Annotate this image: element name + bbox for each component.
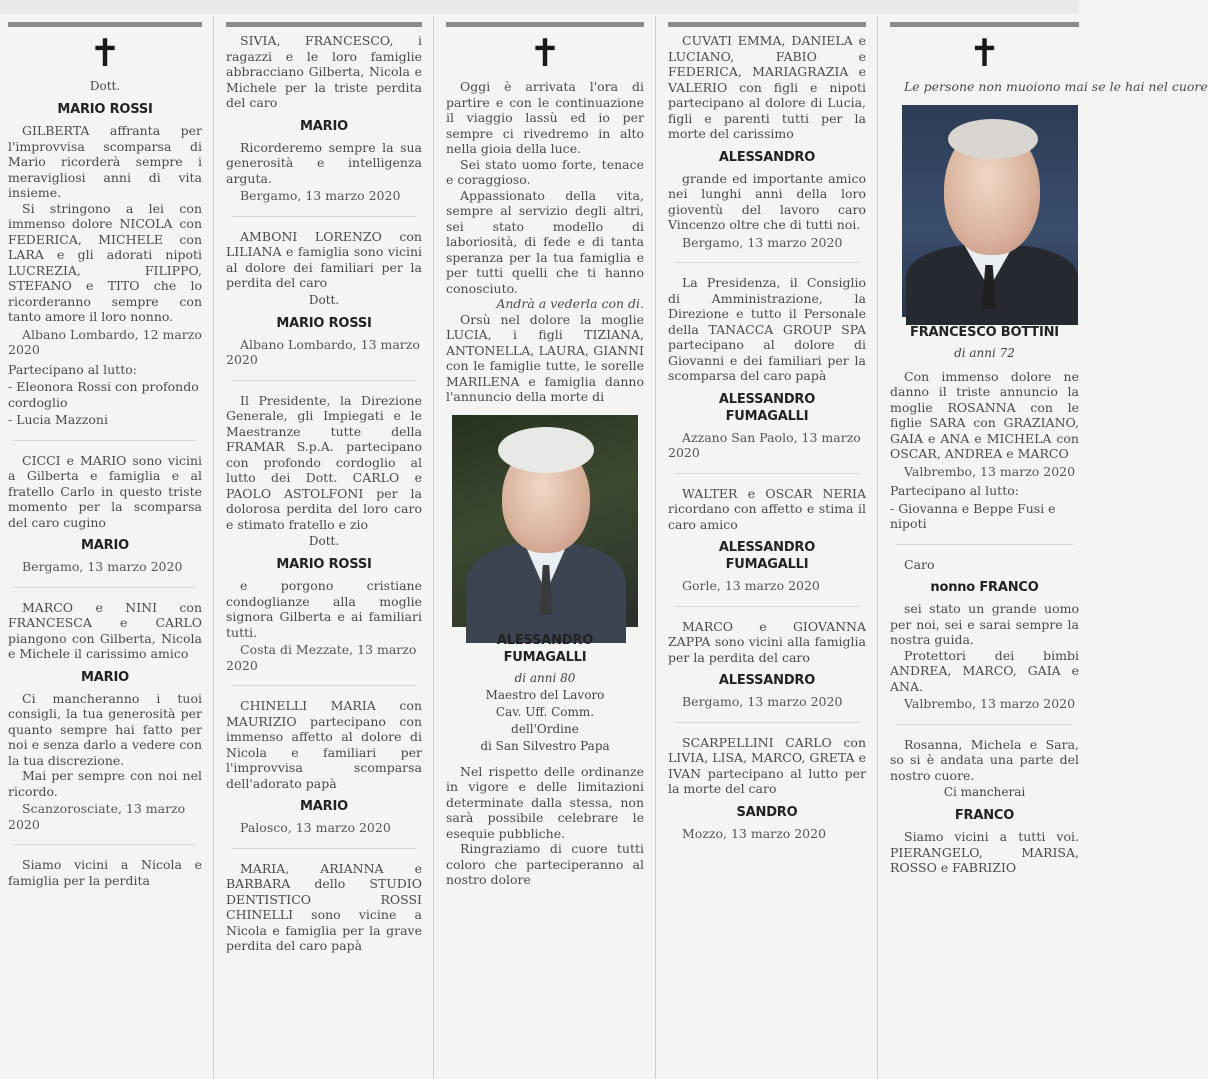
deceased-name: MARIO <box>300 799 348 814</box>
divider <box>14 844 196 845</box>
deceased-name: SANDRO <box>736 804 798 820</box>
condolence-text: CICCI e MARIO sono vicini a Gilberta e famiglia e al fratello Carlo in questo triste momento per la scomparsa del caro cugino <box>8 452 202 530</box>
deceased-age: di anni 72 <box>954 345 1015 360</box>
condolence-text: MARCO e GIOVANNA ZAPPA sono vicini alla famiglia per la perdita del caro <box>668 618 866 665</box>
deceased-surname: FUMAGALLI <box>503 649 587 665</box>
deceased-name: ALESSANDRO <box>496 632 594 648</box>
condolence-text: Il Presidente, la Direzione Generale, gli Impiegati e le Maestranze tutte della FRAMAR S.p.A. partecipano con profondo cordoglio al lutto dei Dott. CARLO e PAOLO ASTOLFONI per la dolorosa perdita del loro caro e stimato fratello e zio <box>226 392 422 532</box>
honor-title: dell'Ordine <box>511 721 579 736</box>
deceased-surname: FUMAGALLI <box>725 408 809 424</box>
obituary-text: Ringraziamo di cuore tutti coloro che parteciperanno al nostro dolore <box>446 841 644 887</box>
condolence-text: WALTER e OSCAR NERIA ricordano con affetto e stima il caro amico <box>668 485 866 532</box>
obituary-text: Orsù nel dolore la moglie LUCIA, i figli TIZIANA, ANTONELLA, LAURA, GIANNI con le famiglie tutte, le sorelle MARILENA e famiglia danno l'annuncio della morte di <box>446 311 644 404</box>
place-date: Bergamo, 13 marzo 2020 <box>682 694 843 709</box>
divider <box>674 473 860 474</box>
obituary-column-5 <box>882 16 1208 1079</box>
deceased-name: MARIO ROSSI <box>276 315 372 331</box>
place-date: Bergamo, 13 marzo 2020 <box>22 559 183 574</box>
condolence-text: Ci mancherai <box>943 785 1026 799</box>
divider <box>674 262 860 263</box>
condolence-text: e porgono cristiane condoglianze alla moglie signora Gilberta e ai familiari tutti. <box>226 578 422 640</box>
condolence-text: Ci mancheranno i tuoi consigli, la tua generosità per quanto sempre hai fatto per noi e senza darlo a vedere con la tua discrezione. <box>8 690 202 768</box>
participant-entry: - Giovanna e Beppe Fusi e nipoti <box>890 500 1056 531</box>
condolence-text: SIVIA, FRANCESCO, i ragazzi e le loro famiglie abbracciano Gilberta, Nicola e Michele per la triste perdita del caro <box>226 33 422 110</box>
place-date: Palosco, 13 marzo 2020 <box>240 820 391 835</box>
participant-entry: - Lucia Mazzoni <box>8 412 108 427</box>
column-rule <box>655 16 656 1079</box>
condolence-text: CUVATI EMMA, DANIELA e LUCIANO, FABIO e FEDERICA, MARIAGRAZIA e VALERIO con figli e nipoti partecipano al dolore di Lucia, figli e parenti tutti per la morte del carissimo <box>668 33 866 141</box>
divider <box>232 685 416 686</box>
deceased-surname: FUMAGALLI <box>725 557 809 572</box>
condolence-text: SCARPELLINI CARLO con LIVIA, LISA, MARCO, GRETA e IVAN partecipano al lutto per la morte del caro <box>668 734 866 796</box>
deceased-name: nonno FRANCO <box>930 580 1039 595</box>
condolence-text: Siamo vicini a tutti voi. PIERANGELO, MARISA, ROSSO e FABRIZIO <box>890 829 1079 875</box>
place-date: Albano Lombardo, 13 marzo 2020 <box>226 336 420 367</box>
place-date: Scanzorosciate, 13 marzo 2020 <box>8 801 186 832</box>
deceased-name: MARIO <box>81 538 129 553</box>
participants-heading: Partecipano al lutto: <box>8 361 137 377</box>
divider <box>14 587 196 588</box>
divider <box>232 380 416 381</box>
place-date: Mozzo, 13 marzo 2020 <box>682 825 827 841</box>
honor-title: di San Silvestro Papa <box>480 738 610 753</box>
deceased-name: MARIO <box>300 118 348 134</box>
obituary-quote: Andrà a vederla con di. <box>496 296 644 311</box>
condolence-text: MARIA, ARIANNA e BARBARA dello STUDIO DENTISTICO ROSSI CHINELLI sono vicine a Nicola e famiglia per la grave perdita del caro papà <box>226 860 422 953</box>
place-date: Valbrembo, 13 marzo 2020 <box>904 463 1076 479</box>
place-date: Bergamo, 13 marzo 2020 <box>240 188 401 203</box>
obituary-text: Con immenso dolore ne danno il triste annuncio la moglie ROSANNA con le figlie SARA con GRAZIANO, GAIA e ANA e MICHELA con OSCAR, ANDREA e MARCO <box>890 368 1079 461</box>
deceased-name: ALESSANDRO <box>718 540 816 555</box>
cross-icon: ✝ <box>89 31 121 75</box>
deceased-age: di anni 80 <box>514 670 576 685</box>
deceased-name: ALESSANDRO <box>718 391 816 407</box>
condolence-text: La Presidenza, il Consiglio di Amministrazione, la Direzione e tutto il Personale della TANACCA GROUP SPA partecipano al dolore di Giovanni e dei familiari per la scomparsa del caro papà <box>668 275 866 383</box>
honor-title: Cav. Uff. Comm. <box>495 704 595 719</box>
hair-shape <box>498 427 594 473</box>
deceased-name: MARIO ROSSI <box>57 102 153 117</box>
condolence-text: sei stato un grande uomo per noi, sei e sarai sempre la nostra guida. <box>890 601 1079 647</box>
condolence-text: Siamo vicini a Nicola e famiglia per la perdita <box>8 857 202 888</box>
page-top-margin <box>0 0 1079 14</box>
portrait-photo <box>902 105 1078 317</box>
place-date: Costa di Mezzate, 13 marzo 2020 <box>226 642 417 673</box>
obituary-column-1 <box>0 16 210 1079</box>
honor-title: Maestro del Lavoro <box>485 687 605 702</box>
column-rule <box>213 16 214 1079</box>
condolence-text: Ricorderemo sempre la sua generosità e intelligenza arguta. <box>226 139 422 186</box>
hair-shape <box>948 119 1038 159</box>
obituary-text: Appassionato della vita, sempre al servizio degli altri, sei stato modello di laboriosità, di fede e di tanta speranza per la tua famiglia e per tutti quelli che ti hanno conosciuto. <box>446 187 644 296</box>
participants-heading: Partecipano al lutto: <box>890 483 1019 498</box>
deceased-name: MARIO ROSSI <box>276 557 372 572</box>
place-date: Albano Lombardo, 12 marzo 2020 <box>8 326 202 357</box>
obituary-text: GILBERTA affranta per l'improvvisa scomparsa di Mario ricorderà sempre i meravigliosi anni di vita insieme. <box>8 123 202 200</box>
obituary-text: Si stringono a lei con immenso dolore NICOLA con FEDERICA, MICHELE con LARA e gli adorati nipoti LUCREZIA, FILIPPO, STEFANO e TITO che lo ricorderanno sempre con tanto amore il loro nonno. <box>8 200 202 324</box>
divider <box>232 848 416 849</box>
place-date: Gorle, 13 marzo 2020 <box>682 578 820 593</box>
condolence-text: MARCO e NINI con FRANCESCA e CARLO piangono con Gilberta, Nicola e Michele il carissimo amico <box>8 599 202 661</box>
condolence-text: AMBONI LORENZO con LILIANA e famiglia sono vicini al dolore dei familiari per la perdita del caro <box>226 228 422 290</box>
column-rule <box>433 16 434 1079</box>
deceased-name: FRANCO <box>954 808 1015 823</box>
divider <box>674 722 860 723</box>
portrait-photo <box>452 415 638 627</box>
obituary-column-2 <box>218 16 430 1079</box>
divider <box>232 216 416 217</box>
condolence-text: CHINELLI MARIA con MAURIZIO partecipano con immenso affetto al dolore di Nicola e familiari per l'improvvisa scomparsa dell'adorato papà <box>226 698 422 791</box>
obituary-title: Dott. <box>89 79 121 93</box>
deceased-name: ALESSANDRO <box>718 149 816 165</box>
divider <box>896 724 1073 725</box>
column-rule <box>877 16 878 1079</box>
condolence-text: grande ed importante amico nei lunghi anni della loro gioventù del lavoro caro Vincenzo oltre che di tutti noi. <box>668 170 866 232</box>
obituary-title: Dott. <box>308 292 340 307</box>
place-date: Azzano San Paolo, 13 marzo 2020 <box>668 429 861 460</box>
obituary-column-3 <box>438 16 652 1079</box>
condolence-text: Rosanna, Michela e Sara, so si è andata una parte del nostro cuore. <box>890 736 1079 783</box>
deceased-name: FRANCESCO BOTTINI <box>910 324 1059 340</box>
obituary-column-4 <box>660 16 874 1079</box>
condolence-text: Mai per sempre con noi nel ricordo. <box>8 768 202 799</box>
divider <box>896 544 1073 545</box>
obituary-quote: Le persone non muoiono mai se le hai nel cuore <box>904 79 1208 94</box>
deceased-name: ALESSANDRO <box>718 673 816 688</box>
obituary-text: Sei stato uomo forte, tenace e coraggioso. <box>446 156 644 187</box>
obituary-text: Oggi è arrivata l'ora di partire e con le continuazione il viaggio lassù ed io per sempre ci rivedremo in alto nella gioia della luce. <box>446 79 644 156</box>
condolence-text: Protettori dei bimbi ANDREA, MARCO, GAIA e ANA. <box>890 647 1079 694</box>
deceased-name: MARIO <box>81 669 129 685</box>
participant-entry: - Eleonora Rossi con profondo cordoglio <box>8 379 199 410</box>
cross-icon: ✝ <box>529 31 561 75</box>
divider <box>14 440 196 441</box>
obituary-text: Nel rispetto delle ordinanze in vigore e delle limitazioni determinate dalla stessa, non sarà possibile celebrare le esequie pubbliche. <box>446 763 644 841</box>
divider <box>674 606 860 607</box>
place-date: Bergamo, 13 marzo 2020 <box>682 234 843 250</box>
obituary-title: Caro <box>904 556 935 572</box>
cross-icon: ✝ <box>968 31 1001 75</box>
obituary-title: Dott. <box>308 534 340 548</box>
place-date: Valbrembo, 13 marzo 2020 <box>904 696 1076 711</box>
